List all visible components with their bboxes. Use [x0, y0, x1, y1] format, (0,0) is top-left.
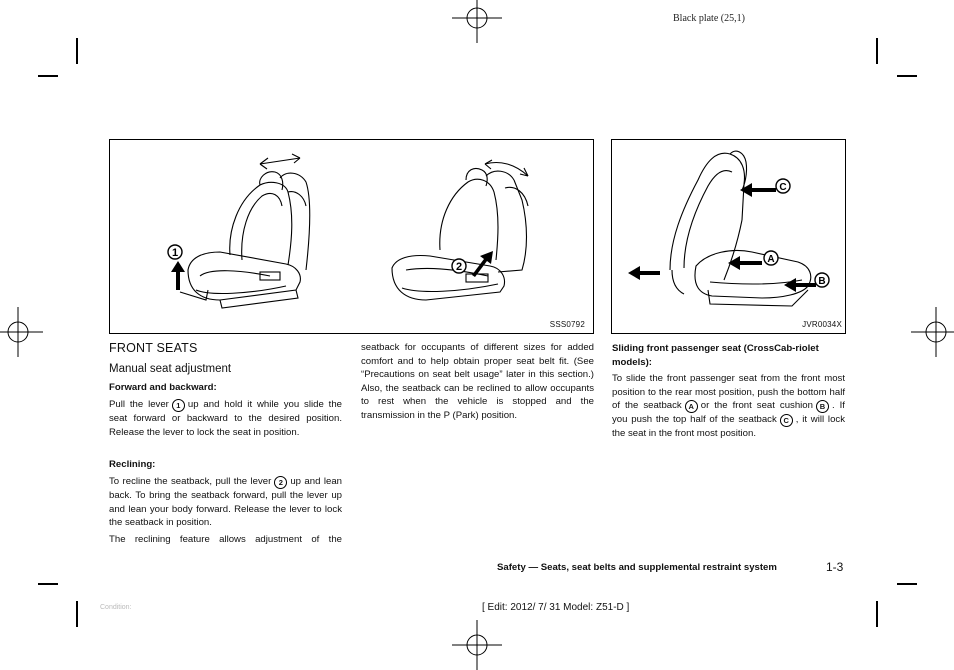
- callout-2: 2: [455, 261, 463, 273]
- edit-info: [ Edit: 2012/ 7/ 31 Model: Z51-D ]: [482, 602, 630, 613]
- sliding-heading: Sliding front passenger seat (CrossCab-riolet models):: [612, 343, 819, 368]
- registration-mark-right: [911, 307, 954, 357]
- callout-b-inline: B: [816, 400, 829, 413]
- section-title: FRONT SEATS: [109, 341, 198, 355]
- crop-mark: [38, 583, 58, 585]
- crop-mark: [897, 75, 917, 77]
- forward-paragraph: Pull the lever 1 up and hold it while you slide the seat forward or backward to the desired position. Release the lever to lock the seat in position.: [109, 399, 342, 438]
- registration-mark-left: [0, 307, 43, 357]
- callout-b: B: [818, 276, 826, 287]
- figure-sliding-seat: [611, 139, 846, 334]
- registration-mark-bottom: [452, 620, 502, 670]
- callout-1: 1: [171, 247, 179, 259]
- figure-code: SSS0792: [549, 320, 585, 329]
- subsection-title: Manual seat adjustment: [109, 363, 232, 375]
- forward-heading: Forward and backward:: [109, 382, 217, 393]
- callout-c-inline: C: [780, 414, 793, 427]
- condition-label: Condition:: [100, 604, 132, 611]
- lever-1-callout: 1: [172, 399, 185, 412]
- crop-mark: [76, 601, 78, 627]
- page-number: 1-3: [826, 560, 844, 574]
- crop-mark: [897, 583, 917, 585]
- callout-c: C: [779, 182, 787, 193]
- crop-mark: [876, 38, 878, 64]
- seatback-paragraph: seatback for occupants of different sizes for added comfort and to help obtain proper seat belt fit. (See “Precautions on seat belt usage” later in this section.) Also, the seatback can be reclined to allow occupants to rest when the vehicle is stopped and the transmission in the P (Park) position.: [361, 342, 594, 421]
- figure-manual-seat: [109, 139, 594, 334]
- plate-label: Black plate (25,1): [673, 13, 745, 24]
- crop-mark: [38, 75, 58, 77]
- callout-a: A: [767, 254, 775, 265]
- reclining-feature-text: The reclining feature allows adjustment of the: [109, 534, 342, 545]
- sliding-paragraph: To slide the front passenger seat from the front most position to the rear most position, push the bottom half of the seatback A or the front seat cushion B . If you push the top half of the seatback C , it will lock the seat in the front most position.: [612, 373, 845, 440]
- seat-illustration-forward: [110, 140, 593, 333]
- crop-mark: [76, 38, 78, 64]
- registration-mark-top: [452, 0, 502, 43]
- reclining-paragraph: To recline the seatback, pull the lever 2 up and lean back. To bring the seatback forward, pull the lever up and lean your body forward. Release the lever to lock the seatback in position.: [109, 476, 342, 529]
- callout-a-inline: A: [685, 400, 698, 413]
- crop-mark: [876, 601, 878, 627]
- reclining-heading: Reclining:: [109, 459, 156, 470]
- lever-2-callout: 2: [274, 476, 287, 489]
- seat-illustration-sliding: [612, 140, 845, 333]
- footer-chapter-title: Safety — Seats, seat belts and supplemental restraint system: [497, 562, 777, 573]
- figure-code: JVR0034X: [802, 320, 842, 329]
